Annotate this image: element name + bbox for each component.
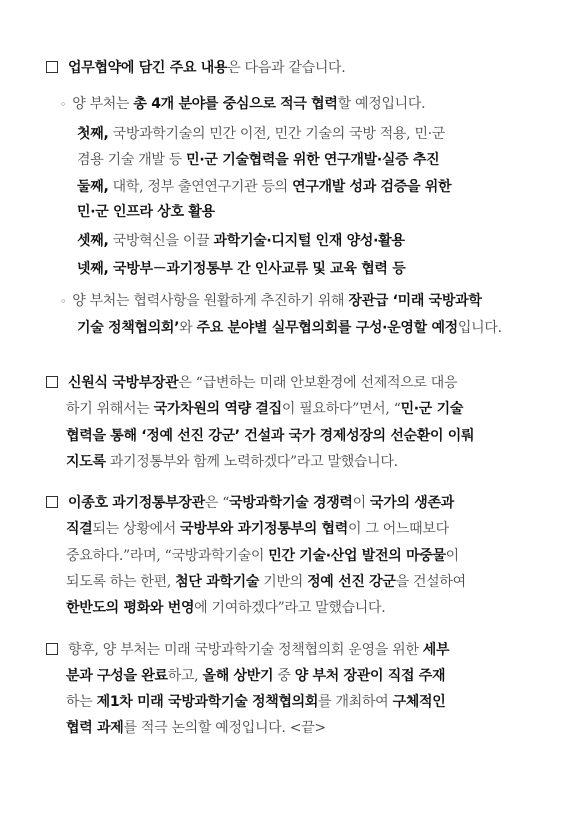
text: 대학, 정부 출연연구기관 등의 [108,179,293,195]
text: 겸용 기술 개발 등 [77,152,187,168]
text: 할 예정입니다. [337,96,426,112]
bold-text: 한반도의 평화와 번영 [66,600,195,616]
text: 이 [445,548,459,564]
p4-line4 [66,718,326,738]
bold-text: 올해 상반기 [202,668,274,684]
text: 에 기여하겠다”라고 말했습니다. [194,600,386,616]
p3-line3 [66,546,459,566]
text: 은 “ [204,495,230,511]
text: 이 필요하다”면서, “ [281,401,401,417]
p3-line1 [46,493,454,513]
bold-text: 민·군 인프라 상호 활용 [77,204,215,220]
bold-text: 협력을 통해 ‘정예 선진 강군’ 건설과 국가 경제성장의 선순환이 이뤄 [66,428,475,444]
text: 되도록 하는 한편, [66,574,176,590]
checkbox-bullet-icon [46,376,58,388]
text: 기반의 [259,574,308,590]
text: 되는 상황에서 [92,521,181,537]
text: 이 그 어느때보다 [347,521,449,537]
text: 입니다. [457,320,502,336]
text: 하기 위해서는 [66,401,154,417]
text: 을 건설하여 [395,574,466,590]
p1-line1 [46,58,345,78]
bold-text: 세부 [422,642,450,658]
text: 와 [179,320,197,336]
item-second-line1 [77,177,451,197]
bold-text: 장관급 ‘미래 국방과학 [348,293,482,309]
bold-text: 셋째, [77,233,109,249]
bold-text: 분과 구성을 완료 [66,668,168,684]
bold-text: 정예 선진 강군 [307,574,396,590]
bold-text: 민·군 기술협력을 위한 연구개발·실증 추진 [186,152,440,168]
bold-text: 국가의 생존과 [370,495,454,511]
bold-text: 민간 기술·산업 발전의 마중물 [268,548,446,564]
p1b-line1 [60,291,482,312]
bold-text: 첨단 과학기술 [175,574,260,590]
p2-line3 [66,426,474,446]
p4-line3 [66,692,445,712]
bold-text: 업무협약에 담긴 주요 내용 [68,60,228,76]
bold-text: 첫째, [77,126,109,142]
circle-bullet-icon: ◦ [60,295,67,308]
text: 를 개최하여 [318,694,393,710]
text: 양 부처는 협력사항을 원활하게 추진하기 위해 [72,293,349,309]
item-fourth-line1 [77,259,405,279]
bold-text: 이종호 과기정통부장관 [68,495,205,511]
bold-text: 구체적인 [392,694,446,710]
bold-text: 협력 과제 [66,720,124,736]
bold-text: 국방부와 과기정통부의 협력 [180,521,348,537]
bold-text: 직결 [66,521,93,537]
bold-text: 양 부처 장관이 직접 주재 [294,668,446,684]
text: 국방혁신을 이끌 [108,233,214,249]
circle-bullet-icon: ◦ [60,98,67,111]
bold-text: 지도록 [66,454,106,470]
bold-text: 과학기술·디지털 인재 양성·활용 [213,233,405,249]
bold-text: 둘째, [77,179,109,195]
bold-text: 국방과학기술 경쟁력 [229,495,353,511]
text: 이 [352,495,371,511]
p2-line4 [66,452,398,472]
item-first-line2 [77,150,439,170]
text: 하는 [66,694,97,710]
p2-line1 [46,373,457,393]
p4-line2 [66,666,445,686]
bold-text: 총 4개 분야를 중심으로 적극 협력 [133,96,338,112]
text: 중 [273,668,295,684]
bold-text: 신원식 국방부장관 [68,375,179,391]
checkbox-bullet-icon [46,643,58,655]
p1b-line2 [77,318,502,338]
text: 국방과학기술의 민간 이전, 민간 기술의 국방 적용, 민·군 [108,126,446,142]
text: 중요하다.”라며, “국방과학기술이 [66,548,269,564]
p3-line2 [66,519,449,539]
text: 양 부처는 [72,96,134,112]
bold-text: 넷째, 국방부－과기정통부 간 인사교류 및 교육 협력 등 [77,261,406,277]
bold-text: 주요 분야별 실무협의회를 구성·운영할 예정 [196,320,458,336]
text: 를 적극 논의할 예정입니다. <끝> [123,720,326,736]
p3-line5 [66,598,385,618]
checkbox-bullet-icon [46,496,58,508]
bold-text: 국가차원의 역량 결집 [153,401,282,417]
text: 은 “급변하는 미래 안보환경에 선제적으로 대응 [178,375,458,391]
text: 향후, 양 부처는 미래 국방과학기술 정책협의회 운영을 위한 [68,642,423,658]
checkbox-bullet-icon [46,61,58,73]
p2-line2 [66,399,463,419]
text: 하고, [167,668,203,684]
p4-line1 [46,640,449,660]
bold-text: 연구개발 성과 검증을 위한 [292,179,452,195]
bold-text: 제1차 미래 국방과학기술 정책협의회 [96,694,319,710]
p3-line4 [66,572,466,592]
text: 과기정통부와 함께 노력하겠다”라고 말했습니다. [105,454,398,470]
item-third-line1 [77,231,405,251]
item-second-line2 [77,202,215,222]
item-first-line1 [77,124,445,144]
bold-text: 기술 정책협의회’ [77,320,180,336]
bold-text: 민·군 기술 [400,401,464,417]
text: 은 다음과 같습니다. [227,60,346,76]
p1a-line1 [60,94,425,115]
